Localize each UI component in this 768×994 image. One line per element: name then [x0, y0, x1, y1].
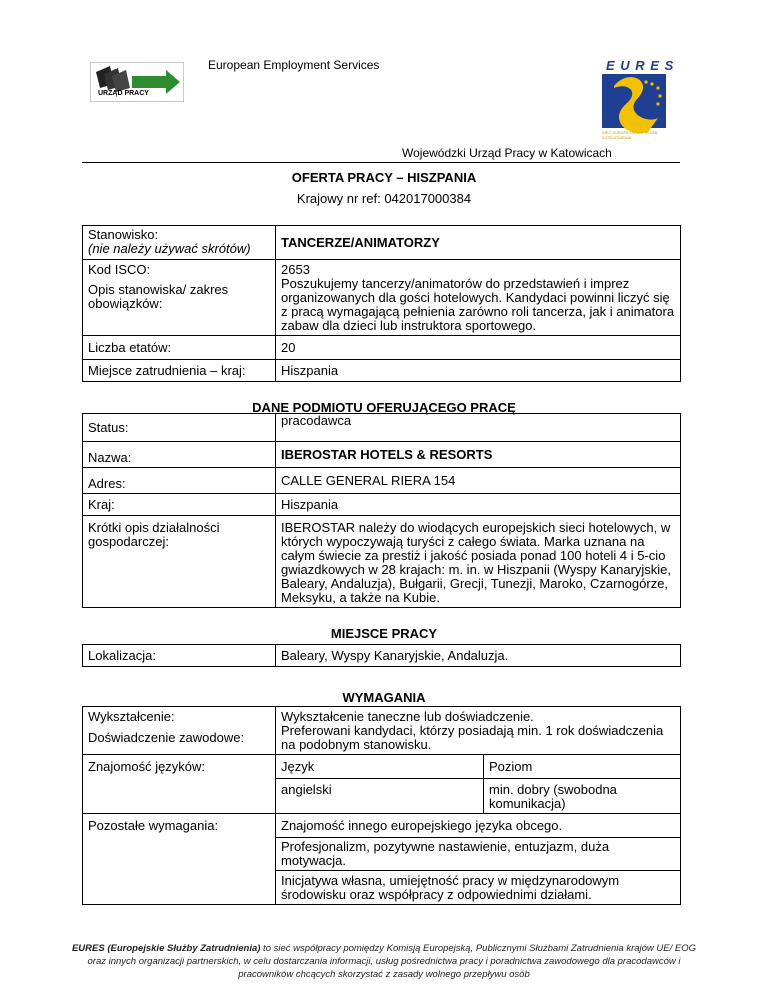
urzad-pracy-logo [90, 62, 184, 102]
location-value: Baleary, Wyspy Kanaryjskie, Andaluzja. [276, 645, 681, 667]
level-col-header: Poziom [484, 755, 681, 779]
status-value: pracodawca [276, 414, 681, 442]
employer-table [82, 413, 681, 608]
workplace-table [82, 644, 681, 667]
education-value: Wykształcenie taneczne lub doświadczenie. [281, 709, 534, 724]
office-name: Wojewódzki Urząd Pracy w Katowicach [402, 146, 612, 160]
job-table [82, 225, 681, 382]
place-value: Hiszpania [276, 360, 681, 382]
isco-value: 2653 [281, 262, 310, 277]
page-title: OFERTA PRACY – HISZPANIA [291, 170, 477, 185]
isco-desc-label-cell [83, 260, 276, 336]
count-label: Liczba etatów: [83, 336, 276, 360]
isco-label: Kod ISCO: [88, 262, 151, 277]
header-divider [82, 162, 680, 163]
position-hint: (nie należy używać skrótów) [88, 241, 251, 256]
name-value: IBEROSTAR HOTELS & RESORTS [276, 442, 681, 468]
footer-note [70, 942, 698, 981]
other-item: Inicjatywa własna, umiejętność pracy w międzynarodowym środowisku oraz współpracy z odpowiednimi działami. [276, 871, 681, 905]
desc-label: Opis stanowiska/ zakres obowiązków: [88, 282, 229, 311]
place-label: Miejsce zatrudnienia – kraj: [83, 360, 276, 382]
level-value: min. dobry (swobodna komunikacja) [484, 779, 681, 814]
country-label: Kraj: [83, 494, 276, 516]
status-label: Status: [83, 414, 276, 442]
edu-exp-value-cell [276, 707, 681, 755]
lang-value: angielski [276, 779, 484, 814]
eures-logo [588, 58, 680, 142]
education-label: Wykształcenie: [88, 709, 175, 724]
desc-value: Poszukujemy tancerzy/animatorów do przedstawień i imprez organizowanych dla gości hotelowych. Kandydaci powinni liczyć się z pracą wymagającą pełnienia zarówno roli tancerza, jak i animatora zabaw dla dzieci lub instruktora sportowego. [281, 276, 675, 333]
workplace-heading: MIEJSCE PRACY [330, 626, 438, 641]
experience-label: Doświadczenie zawodowe: [88, 730, 245, 745]
urzad-pracy-text: URZĄD PRACY [98, 90, 149, 97]
country-value: Hiszpania [276, 494, 681, 516]
other-label: Pozostałe wymagania: [83, 814, 276, 905]
requirements-table [82, 706, 681, 905]
reference-number: Krajowy nr ref: 042017000384 [296, 191, 472, 206]
eures-wordmark: E U R E S [606, 58, 675, 73]
experience-value: Preferowani kandydaci, którzy posiadają min. 1 rok doświadczenia na podobnym stanowisku. [281, 723, 664, 752]
footer-text: to sieć współpracy pomiędzy Komisją Europejską, Publicznymi Służbami Zatrudnienia krajów UE/ EOG oraz innych organizacji partnerskich, w celu dostarczania informacji, usług pośrednictwa pracy i poradnictwa zawodowego dla pracodawców i pracowników chcących skorzystać z zasady wolnego przepływu osób [87, 943, 697, 980]
address-value: CALLE GENERAL RIERA 154 [276, 468, 681, 494]
name-label: Nazwa: [83, 442, 276, 468]
count-value: 20 [276, 336, 681, 360]
eures-subtitle: SIEĆ EUROPEJSKICH SŁUŻB ZATRUDNIENIA [602, 130, 658, 140]
org-name: European Employment Services [208, 58, 380, 72]
other-item: Znajomość innego europejskiego języka obcego. [276, 814, 681, 838]
activity-label: Krótki opis działalności gospodarczej: [83, 516, 276, 608]
employer-heading: DANE PODMIOTU OFERUJĄCEGO PRACĘ [252, 400, 516, 415]
lang-col-header: Język [276, 755, 484, 779]
address-label: Adres: [83, 468, 276, 494]
requirements-heading: WYMAGANIA [342, 690, 426, 705]
isco-desc-value-cell [276, 260, 681, 336]
other-item: Profesjonalizm, pozytywne nastawienie, entuzjazm, duża motywacja. [276, 838, 681, 871]
footer-bold: EURES (Europejskie Służby Zatrudnienia) [71, 943, 261, 954]
edu-exp-label-cell [83, 707, 276, 755]
location-label: Lokalizacja: [83, 645, 276, 667]
position-value: TANCERZE/ANIMATORZY [276, 226, 681, 260]
position-label-cell [83, 226, 276, 260]
position-label: Stanowisko: [88, 227, 159, 242]
activity-value: IBEROSTAR należy do wiodących europejskich sieci hotelowych, w których wypoczywają turyści z całego świata. Marka uznana na całym świecie za prestiż i jakość posiada ponad 100 hoteli 4 i 5-cio gwiazdkowych w 28 krajach: m. in. w Hiszpanii (Wyspy Kanaryjskie, Baleary, Andaluzja), Bułgarii, Grecji, Tunezji, Maroko, Czarnogórze, Meksyku, a także na Kubie. [276, 516, 681, 608]
languages-label: Znajomość języków: [83, 755, 276, 814]
